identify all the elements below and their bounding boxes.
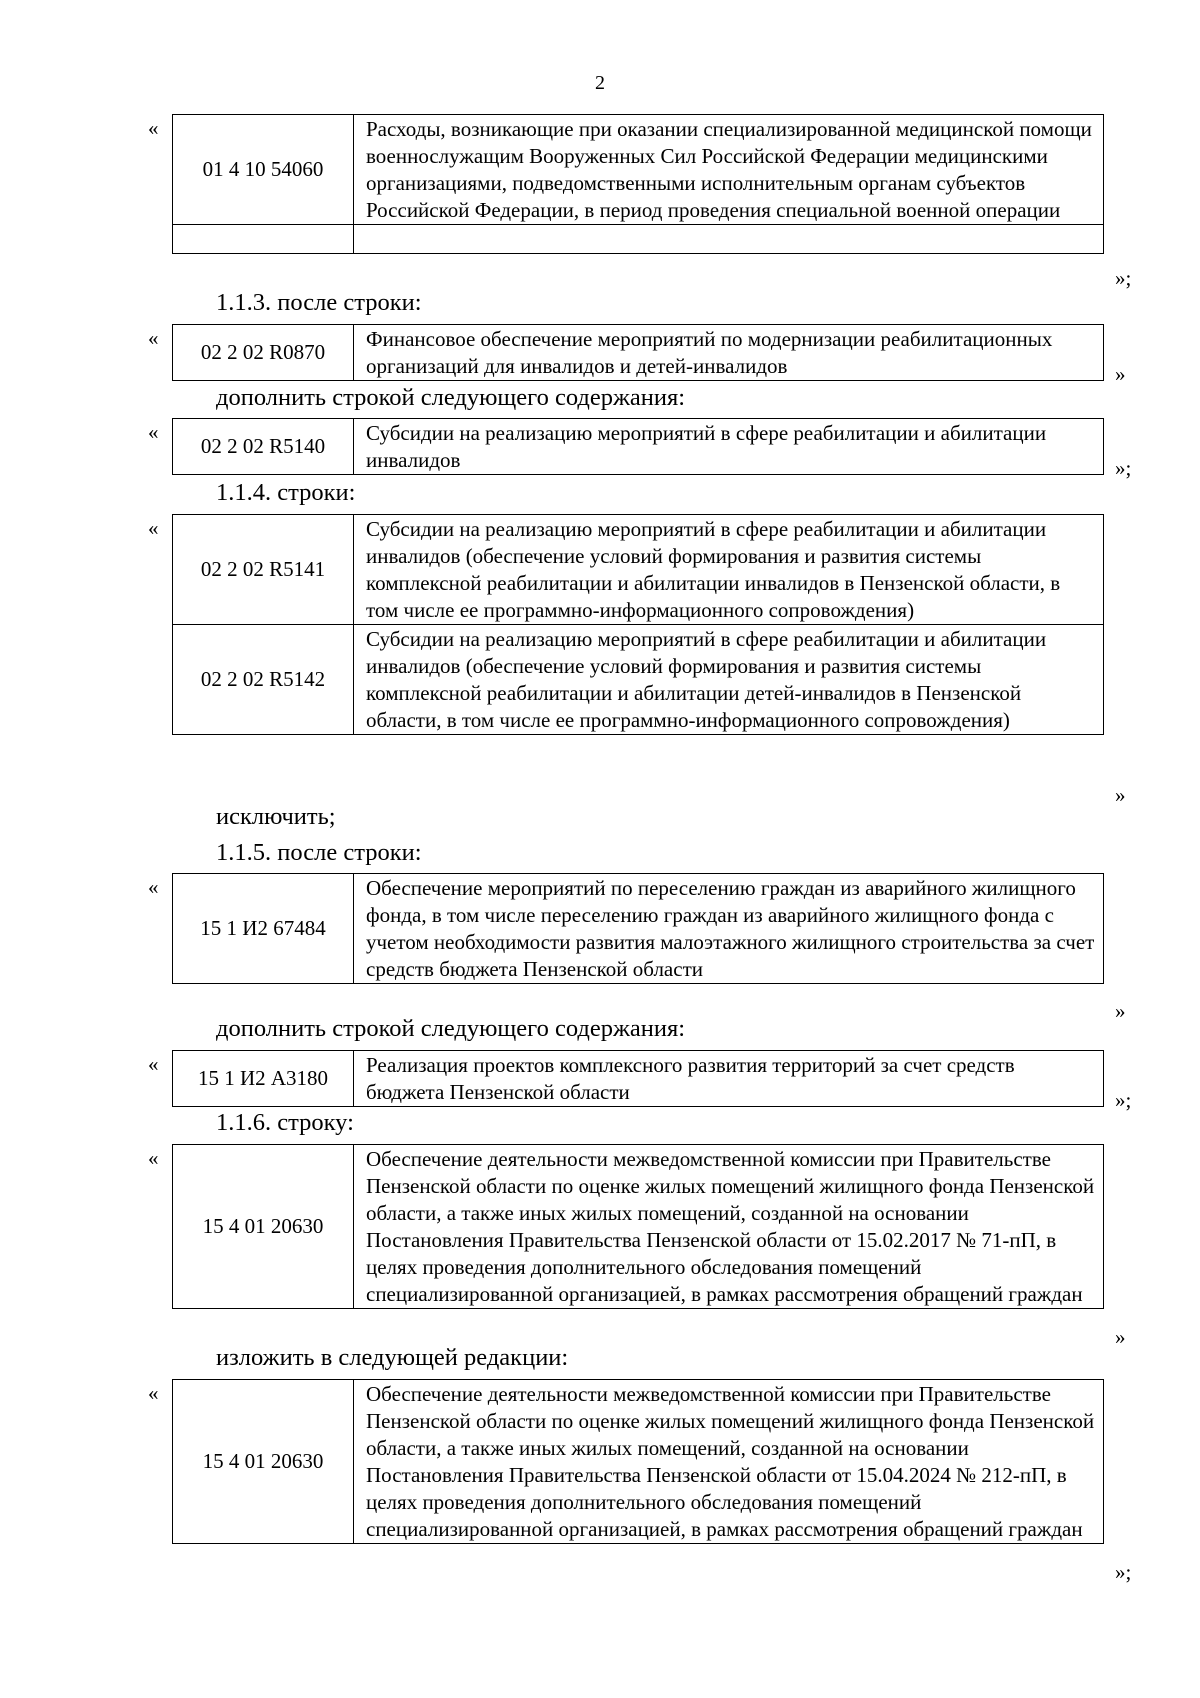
table-block xyxy=(0,873,1200,1023)
table-row xyxy=(173,1145,1104,1309)
budget-table xyxy=(172,1379,1104,1544)
budget-table xyxy=(172,324,1104,381)
opening-quote: « xyxy=(148,116,159,140)
budget-table xyxy=(172,114,1104,254)
table-block xyxy=(0,1144,1200,1349)
paragraph-text: дополнить строкой следующего содержания: xyxy=(216,384,686,411)
closing-quote: » xyxy=(1115,999,1126,1023)
classification-code: 02 2 02 R5140 xyxy=(173,419,354,475)
expense-description: Субсидии на реализацию мероприятий в сфере реабилитации и абилитации инвалидов (обеспечение условий формирования и развития системы комплексной реабилитации и абилитации детей-инвалидов в Пензенской области, в том числе ее программно-информационного сопровождения) xyxy=(354,625,1104,735)
table-row xyxy=(173,225,1104,254)
opening-quote: « xyxy=(148,1381,159,1405)
table-block xyxy=(0,418,1200,480)
opening-quote: « xyxy=(148,1052,159,1076)
page-number: 2 xyxy=(595,72,605,94)
table-row xyxy=(173,874,1104,984)
budget-table xyxy=(172,1144,1104,1309)
table-block xyxy=(0,324,1200,386)
classification-code xyxy=(173,225,354,254)
paragraph-heading: 1.1.4. строки: xyxy=(216,479,356,506)
table-row xyxy=(173,1380,1104,1544)
opening-quote: « xyxy=(148,1146,159,1170)
expense-description: Обеспечение мероприятий по переселению граждан из аварийного жилищного фонда, в том числе переселению граждан из аварийного жилищного фонда с учетом необходимости развития малоэтажного жилищного строительства за счет средств бюджета Пензенской области xyxy=(354,874,1104,984)
table-block xyxy=(0,514,1200,807)
expense-description: Реализация проектов комплексного развития территорий за счет средств бюджета Пензенской области xyxy=(354,1051,1104,1107)
expense-description: Субсидии на реализацию мероприятий в сфере реабилитации и абилитации инвалидов (обеспечение условий формирования и развития системы комплексной реабилитации и абилитации инвалидов в Пензенской области, в том числе ее программно-информационного сопровождения) xyxy=(354,515,1104,625)
closing-quote: » xyxy=(1115,362,1126,386)
paragraph-text: исключить; xyxy=(216,803,336,830)
classification-code: 02 2 02 R5141 xyxy=(173,515,354,625)
closing-quote: »; xyxy=(1115,266,1132,290)
closing-quote: »; xyxy=(1115,1088,1132,1112)
budget-table xyxy=(172,873,1104,984)
expense-description xyxy=(354,225,1104,254)
table-block xyxy=(0,114,1200,290)
budget-table xyxy=(172,514,1104,735)
paragraph-heading: 1.1.5. после строки: xyxy=(216,839,422,866)
expense-description: Расходы, возникающие при оказании специализированной медицинской помощи военнослужащим Вооруженных Сил Российской Федерации медицинскими организациями, подведомственными исполнительным органам субъектов Российской Федерации, в период проведения специальной военной операции xyxy=(354,115,1104,225)
expense-description: Обеспечение деятельности межведомственной комиссии при Правительстве Пензенской области по оценке жилых помещений жилищного фонда Пензенской области, а также иных жилых помещений, созданной на основании Постановления Правительства Пензенской области от 15.02.2017 № 71-пП, в целях проведения дополнительного обследования помещений специализированной организацией, в рамках рассмотрения обращений граждан xyxy=(354,1145,1104,1309)
classification-code: 15 4 01 20630 xyxy=(173,1380,354,1544)
expense-description: Финансовое обеспечение мероприятий по модернизации реабилитационных организаций для инвалидов и детей-инвалидов xyxy=(354,325,1104,381)
paragraph-text: изложить в следующей редакции: xyxy=(216,1344,569,1371)
opening-quote: « xyxy=(148,420,159,444)
classification-code: 01 4 10 54060 xyxy=(173,115,354,225)
table-row xyxy=(173,325,1104,381)
table-block xyxy=(0,1050,1200,1112)
budget-table xyxy=(172,418,1104,475)
table-block xyxy=(0,1379,1200,1584)
classification-code: 15 1 И2 А3180 xyxy=(173,1051,354,1107)
paragraph-heading: 1.1.3. после строки: xyxy=(216,289,422,316)
opening-quote: « xyxy=(148,326,159,350)
opening-quote: « xyxy=(148,875,159,899)
expense-description: Обеспечение деятельности межведомственной комиссии при Правительстве Пензенской области по оценке жилых помещений жилищного фонда Пензенской области, а также иных жилых помещений, созданной на основании Постановления Правительства Пензенской области от 15.04.2024 № 212-пП, в целях проведения дополнительного обследования помещений специализированной организацией, в рамках рассмотрения обращений граждан xyxy=(354,1380,1104,1544)
table-row xyxy=(173,1051,1104,1107)
table-row xyxy=(173,419,1104,475)
paragraph-heading: 1.1.6. строку: xyxy=(216,1109,354,1136)
opening-quote: « xyxy=(148,516,159,540)
closing-quote: »; xyxy=(1115,456,1132,480)
paragraph-text: дополнить строкой следующего содержания: xyxy=(216,1015,686,1042)
table-row xyxy=(173,115,1104,225)
classification-code: 15 4 01 20630 xyxy=(173,1145,354,1309)
expense-description: Субсидии на реализацию мероприятий в сфере реабилитации и абилитации инвалидов xyxy=(354,419,1104,475)
table-row xyxy=(173,515,1104,625)
classification-code: 02 2 02 R0870 xyxy=(173,325,354,381)
closing-quote: »; xyxy=(1115,1560,1132,1584)
classification-code: 02 2 02 R5142 xyxy=(173,625,354,735)
budget-table xyxy=(172,1050,1104,1107)
closing-quote: » xyxy=(1115,783,1126,807)
closing-quote: » xyxy=(1115,1325,1126,1349)
table-row xyxy=(173,625,1104,735)
classification-code: 15 1 И2 67484 xyxy=(173,874,354,984)
